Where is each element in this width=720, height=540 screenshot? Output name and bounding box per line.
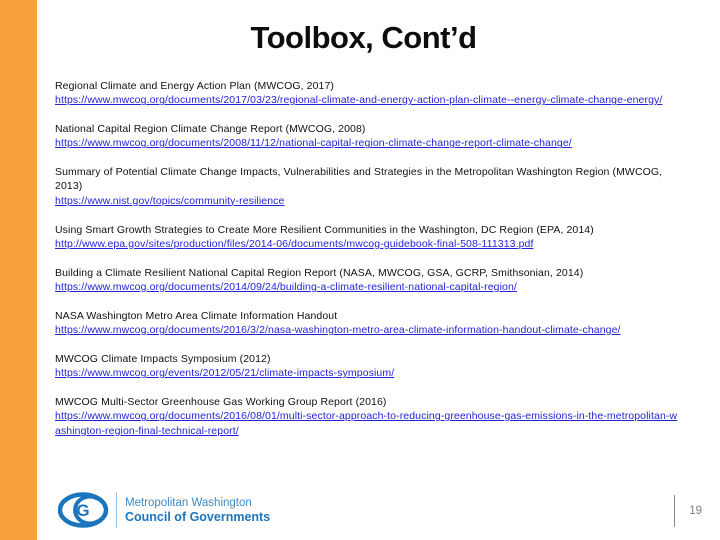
resource-title: Summary of Potential Climate Change Impacts, Vulnerabilities and Strategies in the Metropolitan Washington Region (MWCOG, 2013) [55, 166, 663, 193]
page-number: 19 [689, 505, 702, 517]
resource-link[interactable]: https://www.mwcog.org/documents/2016/08/01/multi-sector-approach-to-reducing-greenhouse-gas-emissions-in-the-metropolitan-washington-region-final-technical-report/ [55, 410, 678, 437]
resource-title: NASA Washington Metro Area Climate Information Handout [55, 309, 338, 322]
left-accent-bar [0, 0, 37, 540]
resource-item [55, 223, 679, 252]
resource-link[interactable]: https://www.mwcog.org/documents/2016/3/2/nasa-washington-metro-area-climate-information-handout-climate-change/ [55, 324, 621, 337]
resource-title: MWCOG Climate Impacts Symposium (2012) [55, 352, 271, 365]
resource-title: Using Smart Growth Strategies to Create More Resilient Communities in the Washington, DC Region (EPA, 2014) [55, 223, 594, 236]
logo-text-line1: Metropolitan Washington [125, 496, 252, 509]
org-logo [58, 488, 270, 532]
logo-text [125, 496, 270, 525]
page-footer [674, 494, 702, 528]
resource-item [55, 122, 679, 151]
resource-link[interactable]: https://www.mwcog.org/events/2012/05/21/climate-impacts-symposium/ [55, 367, 395, 380]
logo-divider [116, 492, 117, 528]
svg-text:G: G [76, 501, 90, 520]
resource-link[interactable]: http://www.epa.gov/sites/production/files/2014-06/documents/mwcog-guidebook-final-508-111313.pdf [55, 237, 534, 250]
logo-text-line2: Council of Governments [125, 509, 271, 524]
resource-title: National Capital Region Climate Change Report (MWCOG, 2008) [55, 123, 366, 136]
resource-list [55, 79, 679, 452]
cog-logo-icon [58, 491, 110, 529]
resource-item [55, 352, 679, 381]
resource-link[interactable]: https://www.mwcog.org/documents/2017/03/23/regional-climate-and-energy-action-plan-climate--energy-climate-change-energy/ [55, 94, 663, 107]
resource-link[interactable]: https://www.nist.gov/topics/community-resilience [55, 194, 285, 207]
page-title: Toolbox, Cont’d [250, 20, 477, 55]
resource-item [55, 79, 679, 108]
resource-title: MWCOG Multi-Sector Greenhouse Gas Working Group Report (2016) [55, 395, 387, 408]
resource-item [55, 266, 679, 295]
resource-link[interactable]: https://www.mwcog.org/documents/2008/11/12/national-capital-region-climate-change-report-climate-change/ [55, 137, 572, 150]
resource-item [55, 165, 679, 208]
resource-item [55, 309, 679, 338]
resource-link[interactable]: https://www.mwcog.org/documents/2014/09/24/building-a-climate-resilient-national-capital-region/ [55, 280, 517, 293]
resource-item [55, 395, 679, 438]
resource-title: Regional Climate and Energy Action Plan (MWCOG, 2017) [55, 80, 335, 92]
resource-title: Building a Climate Resilient National Capital Region Report (NASA, MWCOG, GSA, GCRP, Smithsonian, 2014) [55, 266, 584, 279]
page-number-divider [674, 495, 675, 527]
